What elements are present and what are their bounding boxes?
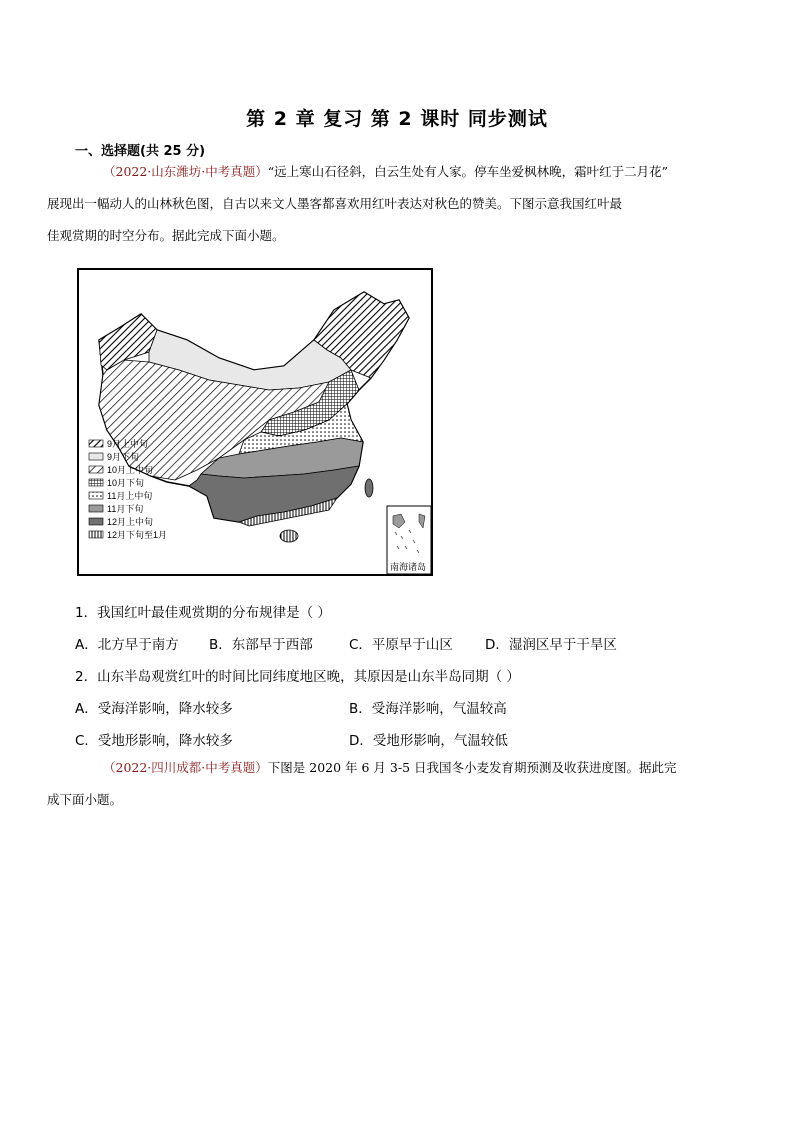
legend-label-3: 10月下旬	[107, 478, 145, 488]
passage-2-source: （2022·四川成都·中考真题）	[103, 760, 268, 775]
passage-1-line2: 展现出一幅动人的山林秋色图，自古以来文人墨客都喜欢用红叶表达对秋色的赞美。下图示意我国红叶最	[47, 196, 623, 211]
q1-option-b[interactable]: B．东部早于西部	[209, 637, 313, 653]
passage-1-source: （2022·山东潍坊·中考真题）	[103, 164, 268, 179]
legend-label-5: 11月下旬	[107, 504, 144, 514]
q1-option-d[interactable]: D．湿润区早于干旱区	[485, 637, 617, 653]
map-svg	[79, 270, 431, 574]
hainan-island	[280, 530, 298, 542]
legend-label-7: 12月下旬至1月	[107, 530, 168, 540]
legend-label-4: 11月上中旬	[107, 491, 153, 501]
question-1-stem: 1．我国红叶最佳观赏期的分布规律是（ ）	[75, 605, 331, 621]
china-red-leaf-map	[77, 268, 433, 576]
passage-2	[47, 752, 725, 816]
legend-label-2: 10月上中旬	[107, 465, 154, 475]
passage-2-line2: 成下面小题。	[47, 792, 123, 807]
legend-label-6: 12月上中旬	[107, 517, 154, 527]
passage-1-line1: “远上寒山石径斜，白云生处有人家。停车坐爱枫林晚，霜叶红于二月花”	[267, 164, 669, 179]
q2-option-b[interactable]: B．受海洋影响，气温较高	[349, 701, 507, 717]
page-title: 第 2 章 复习 第 2 课时 同步测试	[246, 108, 548, 130]
q2-option-a[interactable]: A．受海洋影响，降水较多	[75, 701, 233, 717]
legend-label-1: 9月下旬	[107, 452, 140, 462]
inset-label: 南海诸岛	[390, 562, 427, 572]
q2-option-d[interactable]: D．受地形影响，气温较低	[349, 733, 508, 749]
question-2-stem: 2．山东半岛观赏红叶的时间比同纬度地区晚，其原因是山东半岛同期（ ）	[75, 669, 520, 685]
passage-1-line3: 佳观赏期的时空分布。据此完成下面小题。	[47, 228, 285, 243]
legend-label-0: 9月上中旬	[107, 439, 149, 449]
south-china-sea-inset	[387, 506, 431, 574]
q1-option-c[interactable]: C．平原早于山区	[349, 637, 453, 653]
taiwan-island	[365, 479, 373, 497]
q2-option-c[interactable]: C．受地形影响，降水较多	[75, 733, 233, 749]
passage-1	[47, 156, 725, 252]
q1-option-a[interactable]: A．北方早于南方	[75, 637, 179, 653]
section-header: 一、选择题(共 25 分)	[75, 144, 206, 159]
passage-2-line1: 下图是 2020 年 6 月 3-5 日我国冬小麦发育期预测及收获进度图。据此完	[267, 760, 677, 775]
